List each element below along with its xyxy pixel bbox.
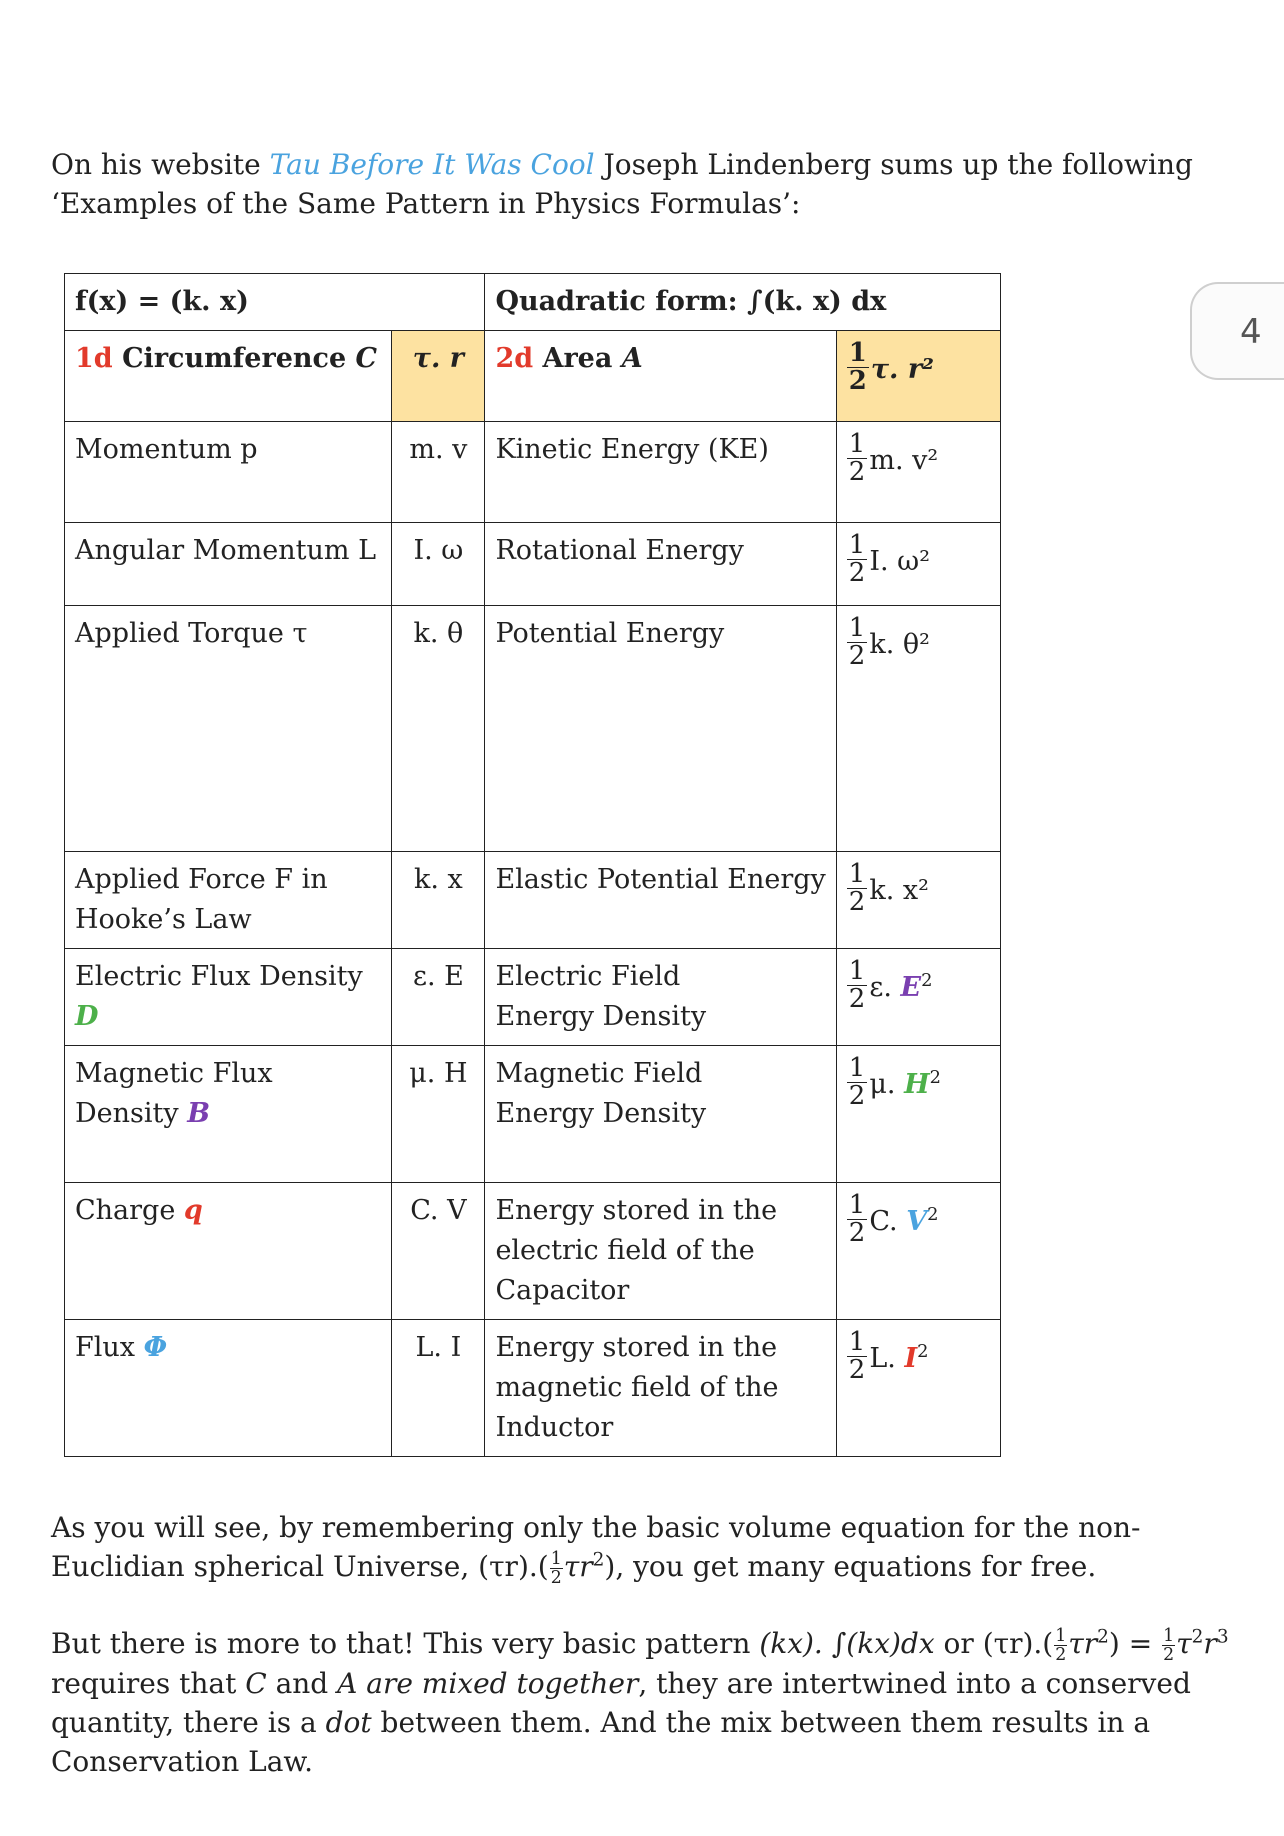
quantity-formula: m. v bbox=[392, 422, 485, 523]
table-header-row bbox=[65, 274, 1001, 331]
energy-name: Energy stored in the electric field of the Capacitor bbox=[485, 1183, 836, 1320]
website-link[interactable]: Tau Before It Was Cool bbox=[269, 148, 595, 181]
energy-formula: 1 2 μ. $H^2$ bbox=[836, 1046, 1000, 1183]
energy-name: Rotational Energy bbox=[485, 523, 836, 606]
physics-pattern-table bbox=[64, 273, 1001, 1457]
quantity-name: Flux Φ bbox=[65, 1320, 392, 1457]
table-row bbox=[65, 1046, 1001, 1183]
quantity-formula: k. x bbox=[392, 852, 485, 949]
quantity-formula: L. I bbox=[392, 1320, 485, 1457]
intro-paragraph: On his website Tau Before It Was Cool Joseph Lindenberg sums up the following ‘Examples of the Same Pattern in Physics Formulas’: bbox=[51, 148, 1193, 220]
area-label: 2d Area A bbox=[485, 331, 836, 422]
energy-name: Magnetic Field Energy Density bbox=[485, 1046, 836, 1183]
circumference-label: 1d Circumference C bbox=[65, 331, 392, 422]
table-row bbox=[65, 852, 1001, 949]
paragraph-volume-equation: As you will see, by remembering only the basic volume equation for the non-Euclidian spherical Universe, (τr).( $\frac{1}{2}$ $\tau r^2$), you get many equations for free. bbox=[51, 1511, 1141, 1588]
energy-formula: 1 2 C. $V^2$ bbox=[836, 1183, 1000, 1320]
energy-formula: 1 2 L. $I^2$ bbox=[836, 1320, 1000, 1457]
quantity-name: Applied Force F in Hooke’s Law bbox=[65, 852, 392, 949]
table-row-circumference bbox=[65, 331, 1001, 422]
quantity-name: Electric Flux Density D bbox=[65, 949, 392, 1046]
energy-name: Potential Energy bbox=[485, 606, 836, 852]
page-number: 4 bbox=[1240, 312, 1262, 352]
energy-formula: 1 2 m. v² bbox=[836, 422, 1000, 523]
energy-formula: 1 2 k. x² bbox=[836, 852, 1000, 949]
quantity-formula: μ. H bbox=[392, 1046, 485, 1183]
header-left: f(x) = (k. x) bbox=[65, 274, 485, 331]
energy-formula: 1 2 I. ω² bbox=[836, 523, 1000, 606]
table-row bbox=[65, 1183, 1001, 1320]
circumference-formula: τ. r bbox=[392, 331, 485, 422]
quantity-name: Angular Momentum L bbox=[65, 523, 392, 606]
energy-name: Energy stored in the magnetic field of the Inductor bbox=[485, 1320, 836, 1457]
page-number-tab[interactable] bbox=[1190, 282, 1284, 380]
quantity-name: Charge q bbox=[65, 1183, 392, 1320]
table-row bbox=[65, 606, 1001, 852]
area-formula: 1 2 τ. r² bbox=[836, 331, 1000, 422]
quantity-formula: k. θ bbox=[392, 606, 485, 852]
quantity-name: Magnetic Flux Density B bbox=[65, 1046, 392, 1183]
energy-formula: 1 2 k. θ² bbox=[836, 606, 1000, 852]
header-right: Quadratic form: ∫(k. x) dx bbox=[485, 274, 1001, 331]
energy-name: Elastic Potential Energy bbox=[485, 852, 836, 949]
table-row bbox=[65, 1320, 1001, 1457]
energy-name: Kinetic Energy (KE) bbox=[485, 422, 836, 523]
quantity-formula: ε. E bbox=[392, 949, 485, 1046]
energy-name: Electric Field Energy Density bbox=[485, 949, 836, 1046]
table-row bbox=[65, 523, 1001, 606]
quantity-name: Applied Torque τ bbox=[65, 606, 392, 852]
table-row bbox=[65, 949, 1001, 1046]
table-row bbox=[65, 422, 1001, 523]
quantity-formula: C. V bbox=[392, 1183, 485, 1320]
quantity-name: Momentum p bbox=[65, 422, 392, 523]
energy-formula: 1 2 ε. $E^2$ bbox=[836, 949, 1000, 1046]
paragraph-conservation: But there is more to that! This very basic pattern (kx). ∫(kx)dx or (τr).( $\frac{1}{2}$ $\tau r^2$) = $\frac{1}{2}$ $\tau^2r^3$ requires that C and A are mixed together, they are intertwined into a conserved quantity, there is a dot between them. And the mix between them results in a Conservation Law. bbox=[51, 1625, 1229, 1779]
quantity-formula: I. ω bbox=[392, 523, 485, 606]
